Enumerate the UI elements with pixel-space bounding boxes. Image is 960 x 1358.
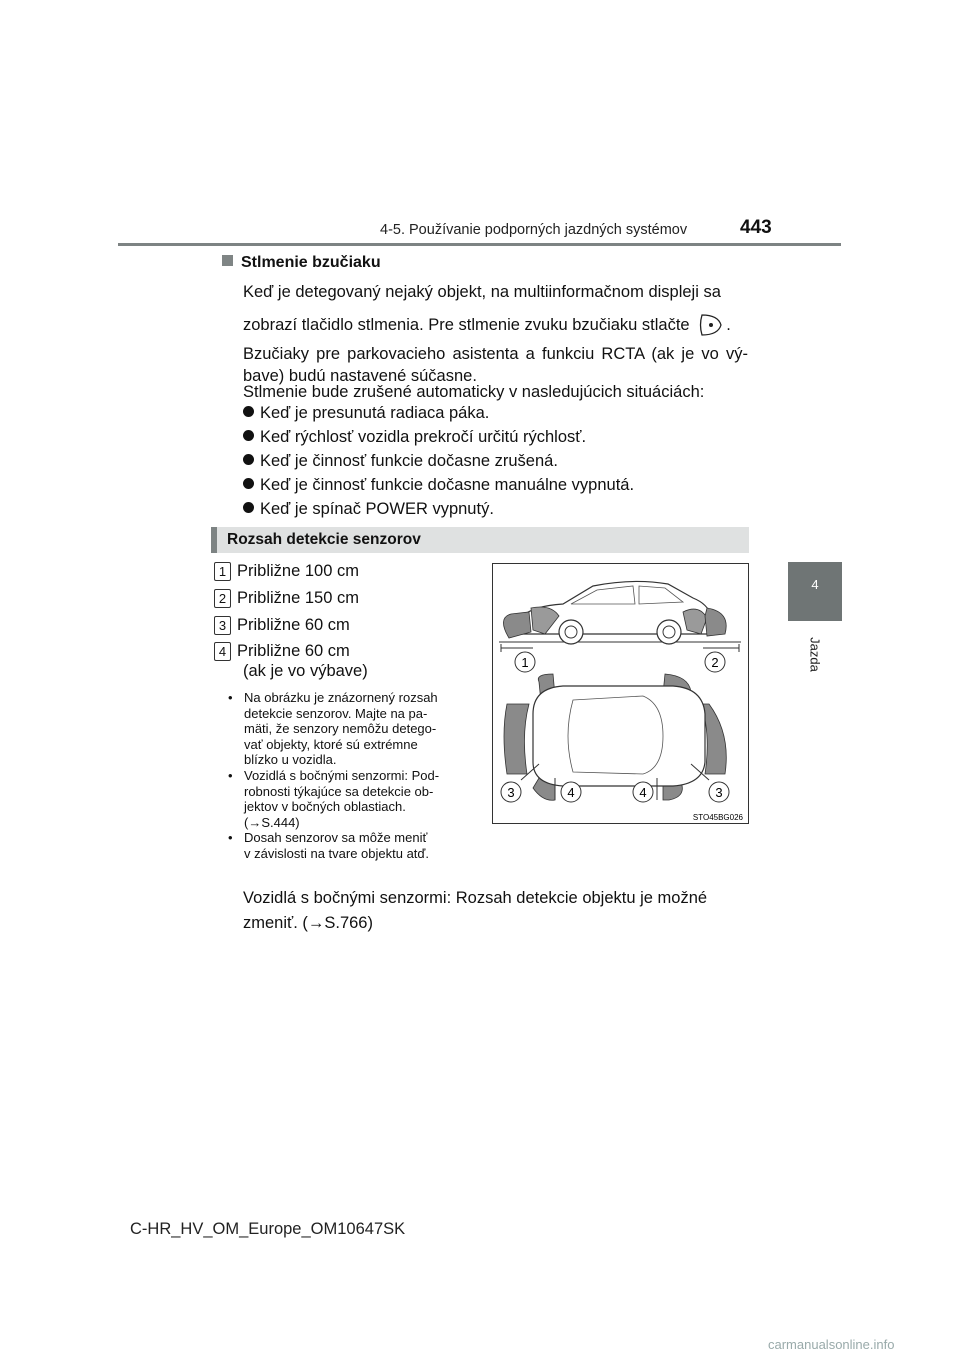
bullet-icon — [243, 478, 254, 489]
figure-code: STO45BG026 — [692, 813, 743, 822]
bullet-icon — [243, 430, 254, 441]
range-item: 1 Približne 100 cm — [214, 562, 231, 581]
closing-line1: Vozidlá s bočnými senzormi: Rozsah detekcie objektu je možné — [243, 889, 708, 907]
sensor-range-figure — [492, 563, 749, 824]
note-item: • Na obrázku je znázornený rozsah detekcie senzorov. Majte na pa- mäti, že senzory nemôžu detego- vať objekty, ktoré sú extrémne blízko u vozidla. — [228, 690, 438, 767]
figure-label: 3 — [507, 785, 515, 800]
bullet-icon — [243, 406, 254, 417]
buzzer-heading-text: Stlmenie bzučiaku — [241, 254, 381, 271]
figure-label: 3 — [715, 785, 723, 800]
range-number: 3 — [214, 616, 231, 635]
note-item: • Vozidlá s bočnými senzormi: Pod- robnosti týkajúce sa detekcie ob- jektov v bočných oblastiach. (→S.444) — [228, 768, 440, 830]
mute-control-icon — [696, 312, 724, 344]
bullet-icon — [243, 454, 254, 465]
bullet-item: Keď je presunutá radiaca páka. — [243, 404, 489, 423]
page-number: 443 — [740, 217, 772, 238]
figure-label: 4 — [639, 785, 647, 800]
buzzer-p3: Stlmenie bude zrušené automaticky v nasledujúcich situáciách: — [243, 383, 705, 401]
section-title: 4-5. Používanie podporných jazdných systémov — [380, 222, 688, 238]
buzzer-p2: Bzučiaky pre parkovacieho asistenta a funkciu RCTA (ak je vo vý-bave) budú nastavené súčasne. — [243, 345, 748, 385]
square-bullet-icon — [222, 255, 233, 266]
chapter-label: Jazda — [807, 637, 823, 672]
buzzer-p1-line1: Keď je detegovaný nejaký objekt, na multiinformačnom displeji sa — [243, 283, 721, 301]
detection-heading: Rozsah detekcie senzorov — [211, 527, 749, 553]
figure-label: 1 — [521, 655, 529, 670]
range-number: 2 — [214, 589, 231, 608]
document-id: C-HR_HV_OM_Europe_OM10647SK — [130, 1220, 406, 1238]
figure-label: 2 — [711, 655, 719, 670]
range-number: 1 — [214, 562, 231, 581]
buzzer-p1-line2-text: zobrazí tlačidlo stlmenia. Pre stlmenie zvuku bzučiaku stlačte — [243, 316, 690, 334]
chapter-tab — [788, 562, 842, 621]
buzzer-p1-line2-end: . — [726, 316, 731, 334]
chapter-number: 4 — [811, 577, 819, 592]
range-item-note: (ak je vo výbave) — [243, 662, 368, 680]
bullet-item: Keď je činnosť funkcie dočasne manuálne vypnutá. — [243, 476, 634, 495]
figure-label: 4 — [567, 785, 575, 800]
buzzer-p1-line2 — [243, 312, 748, 344]
bullet-item: Keď je činnosť funkcie dočasne zrušená. — [243, 452, 558, 471]
watermark: carmanualsonline.info — [768, 1337, 895, 1352]
bullet-item: Keď je spínač POWER vypnutý. — [243, 500, 494, 519]
range-item: 2 Približne 150 cm — [214, 589, 231, 608]
buzzer-heading — [222, 254, 381, 272]
header-rule — [118, 243, 841, 246]
bullet-item: Keď rýchlosť vozidla prekročí určitú rýchlosť. — [243, 428, 586, 447]
range-item: 4 Približne 60 cm — [214, 642, 231, 661]
sensor-range-diagram — [493, 564, 748, 823]
chapter-label-wrap — [800, 625, 830, 685]
bullet-icon — [243, 502, 254, 513]
range-number: 4 — [214, 642, 231, 661]
closing-line2: zmeniť. (→S.766) — [243, 914, 373, 932]
note-item: • Dosah senzorov sa môže meniť v závislosti na tvare objektu atď. — [228, 830, 430, 861]
range-item: 3 Približne 60 cm — [214, 616, 231, 635]
